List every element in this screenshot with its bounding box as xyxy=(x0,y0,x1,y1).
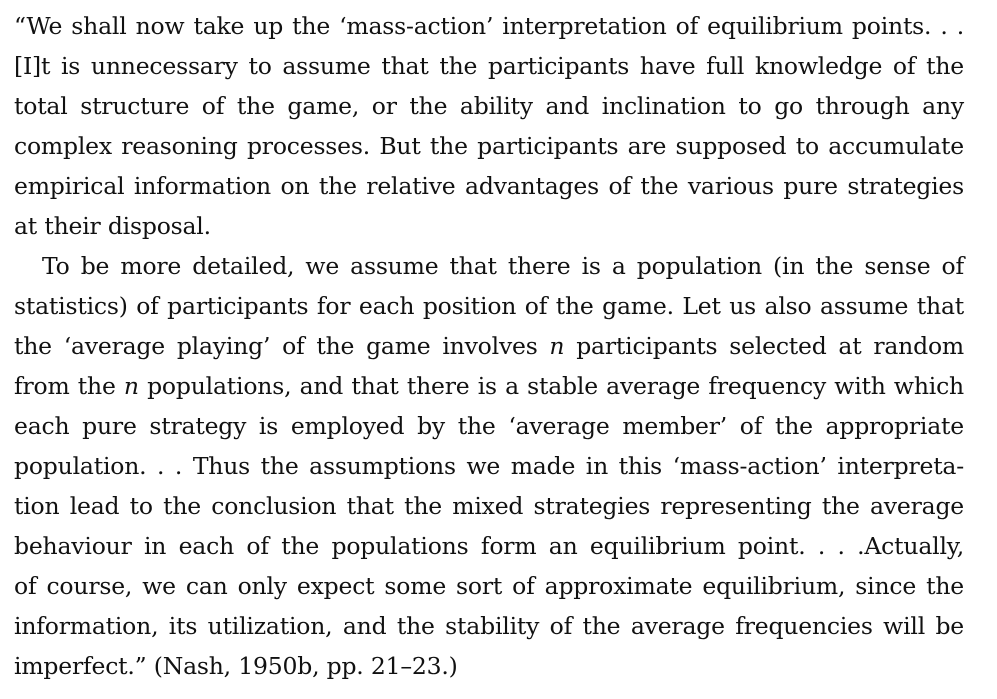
text-segment: populations, and that there is a stable average frequency with which xyxy=(138,372,964,400)
text-line: To be more detailed, we assume that there is a population (in the sense of xyxy=(42,252,964,280)
text-line: population. . . Thus the assumptions we made in this ‘mass-action’ interpreta- xyxy=(14,452,964,480)
math-variable-n: n xyxy=(549,332,565,360)
text-line: behaviour in each of the populations form an equilibrium point. . . .Actually, xyxy=(14,532,964,560)
text-line: statistics) of participants for each position of the game. Let us also assume that xyxy=(14,292,964,320)
text-line: complex reasoning processes. But the participants are supposed to accumulate xyxy=(14,132,964,160)
text-segment: participants selected at random xyxy=(564,332,964,360)
document-page xyxy=(14,6,964,686)
text-line: each pure strategy is employed by the ‘average member’ of the appropriate xyxy=(14,412,964,440)
text-line: [I]t is unnecessary to assume that the participants have full knowledge of the xyxy=(14,52,964,80)
text-line: tion lead to the conclusion that the mixed strategies representing the average xyxy=(14,492,964,520)
citation-line: imperfect.” (Nash, 1950b, pp. 21–23.) xyxy=(14,652,458,680)
text-line: information, its utilization, and the stability of the average frequencies will be xyxy=(14,612,964,640)
text-line xyxy=(14,366,964,406)
text-line xyxy=(14,326,964,366)
text-line: “We shall now take up the ‘mass-action’ interpretation of equilibrium points. . . xyxy=(14,12,964,40)
text-line: empirical information on the relative advantages of the various pure strategies xyxy=(14,172,964,200)
text-line: total structure of the game, or the ability and inclination to go through any xyxy=(14,92,964,120)
quote-paragraph-1 xyxy=(14,6,964,246)
math-variable-n: n xyxy=(123,372,139,400)
text-line: of course, we can only expect some sort of approximate equilibrium, since the xyxy=(14,572,964,600)
text-segment: from the xyxy=(14,372,124,400)
quote-paragraph-2 xyxy=(14,246,964,686)
text-line: at their disposal. xyxy=(14,212,211,240)
text-segment: the ‘average playing’ of the game involves xyxy=(14,332,550,360)
